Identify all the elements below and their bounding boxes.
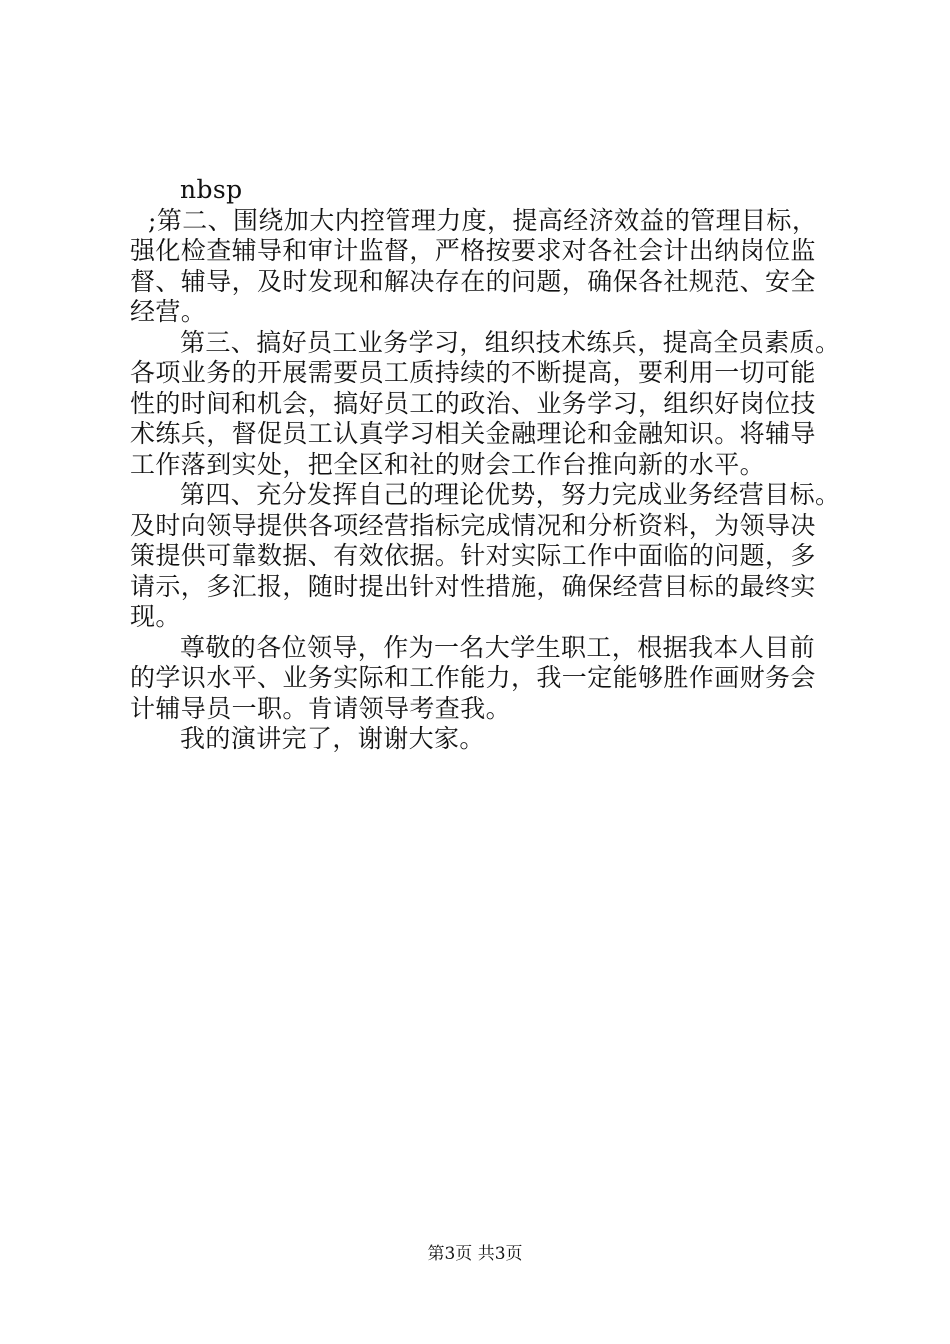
text-line: nbsp	[180, 175, 243, 204]
text-line: 策提供可靠数据、有效依据。针对实际工作中面临的问题，多	[130, 541, 816, 570]
page-footer: 第3页 共3页	[427, 1244, 523, 1264]
text-line: 术练兵，督促员工认真学习相关金融理论和金融知识。将辅导	[130, 419, 816, 448]
text-line: 工作落到实处，把全区和社的财会工作台推向新的水平。	[130, 449, 766, 479]
text-line: 请示，多汇报，随时提出针对性措施，确保经营目标的最终实	[130, 571, 816, 601]
document-body	[130, 175, 840, 755]
text-line: 尊敬的各位领导，作为一名大学生职工，根据我本人目前	[180, 632, 816, 662]
text-line: 第三、搞好员工业务学习，组织技术练兵，提高全员素质。	[180, 327, 841, 357]
text-line: 的学识水平、业务实际和工作能力，我一定能够胜作画财务会	[130, 663, 816, 692]
text-line: 计辅导员一职。肯请领导考查我。	[130, 693, 512, 723]
text-line: 经营。	[130, 297, 207, 326]
text-line: ;第二、围绕加大内控管理力度，提高经济效益的管理目标，	[148, 205, 818, 235]
text-line: 强化检查辅导和审计监督，严格按要求对各社会计出纳岗位监	[130, 236, 816, 265]
text-line: 第四、充分发挥自己的理论优势，努力完成业务经营目标。	[180, 480, 841, 509]
text-line: 督、辅导，及时发现和解决存在的问题，确保各社规范、安全	[130, 266, 816, 296]
text-line: 性的时间和机会，搞好员工的政治、业务学习，组织好岗位技	[130, 388, 816, 418]
text-line: 各项业务的开展需要员工质持续的不断提高，要利用一切可能	[130, 358, 816, 387]
text-line: 及时向领导提供各项经营指标完成情况和分析资料，为领导决	[130, 510, 816, 540]
text-line: 我的演讲完了，谢谢大家。	[180, 724, 485, 753]
text-line: 现。	[130, 602, 181, 631]
